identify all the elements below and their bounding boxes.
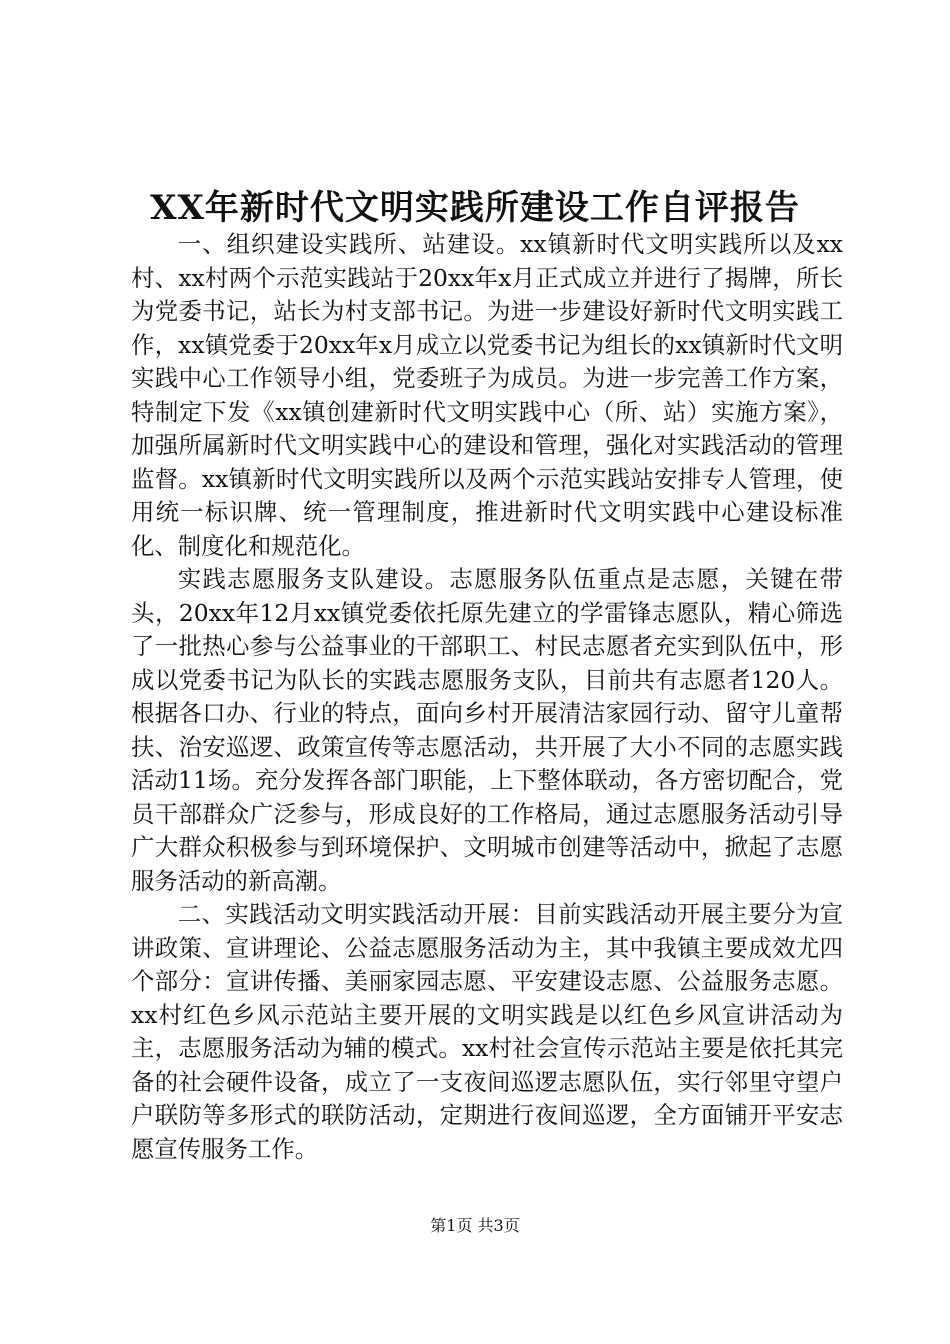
paragraph-organization-construction: 一、组织建设实践所、站建设。xx镇新时代文明实践所以及xx村、xx村两个示范实践站于20xx年x月正式成立并进行了揭牌，所长为党委书记，站长为村支部书记。为进一步建设好新时代文明实践工作，xx镇党委于20xx年x月成立以党委书记为组长的xx镇新时代文明实践中心工作领导小组，党委班子为成员。为进一步完善工作方案，特制定下发《xx镇创建新时代文明实践中心（所、站）实施方案》，加强所属新时代文明实践中心的建设和管理，强化对实践活动的管理监督。xx镇新时代文明实践所以及两个示范实践站安排专人管理，使用统一标识牌、统一管理制度，推进新时代文明实践中心建设标准化、制度化和规范化。 bbox=[131, 230, 843, 560]
paragraph-practice-activities: 二、实践活动文明实践活动开展：目前实践活动开展主要分为宣讲政策、宣讲理论、公益志愿服务活动为主，其中我镇主要成效尤四个部分：宣讲传播、美丽家园志愿、平安建设志愿、公益服务志愿。xx村红色乡风示范站主要开展的文明实践是以红色乡风宣讲活动为主，志愿服务活动为辅的模式。xx村社会宣传示范站主要是依托其完备的社会硬件设备，成立了一支夜间巡逻志愿队伍，实行邻里守望户户联防等多形式的联防活动，定期进行夜间巡逻，全方面铺开平安志愿宣传服务工作。 bbox=[131, 900, 843, 1163]
document-title: XX年新时代文明实践所建设工作自评报告 bbox=[150, 188, 800, 228]
document-body bbox=[131, 228, 843, 1166]
paragraph-volunteer-team: 实践志愿服务支队建设。志愿服务队伍重点是志愿，关键在带头，20xx年12月xx镇党委依托原先建立的学雷锋志愿队，精心筛选了一批热心参与公益事业的干部职工、村民志愿者充实到队伍中，形成以党委书记为队长的实践志愿服务支队，目前共有志愿者120人。根据各口办、行业的特点，面向乡村开展清洁家园行动、留守儿童帮扶、治安巡逻、政策宣传等志愿活动，共开展了大小不同的志愿实践活动11场。充分发挥各部门职能，上下整体联动，各方密切配合，党员干部群众广泛参与，形成良好的工作格局，通过志愿服务活动引导广大群众积极参与到环境保护、文明城市创建等活动中，掀起了志愿服务活动的新高潮。 bbox=[131, 565, 843, 895]
page-number-footer: 第1页 共3页 bbox=[430, 1216, 520, 1235]
